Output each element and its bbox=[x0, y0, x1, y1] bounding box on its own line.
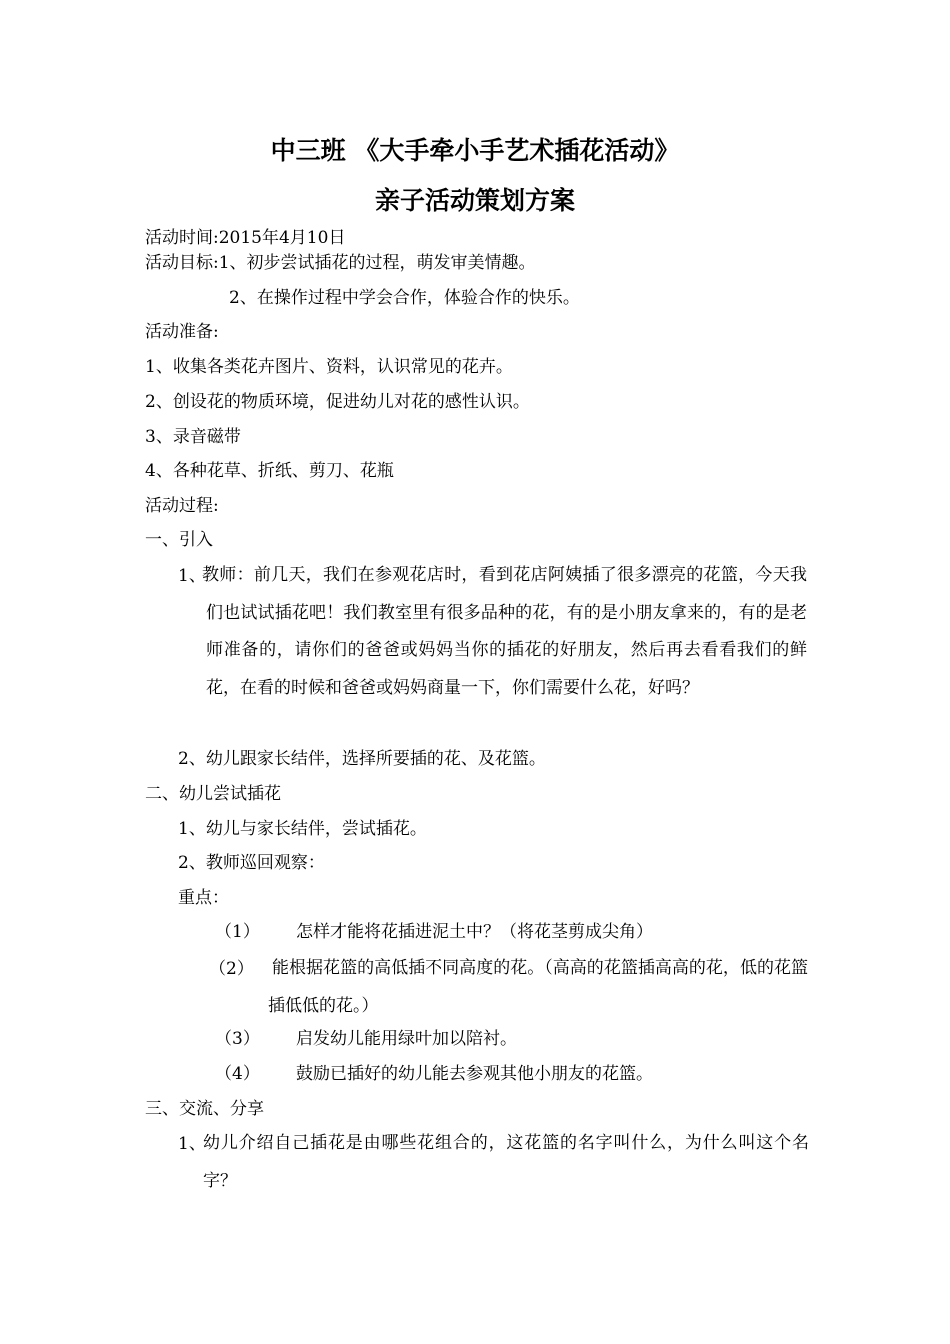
section-3-item-1-text: 幼儿介绍自己插花是由哪些花组合的，这花篮的名字叫什么，为什么叫这个名字？ bbox=[203, 1133, 809, 1191]
section-3-heading: 三、交流、分享 bbox=[145, 1099, 264, 1119]
focus-4-number: （4） bbox=[215, 1064, 260, 1084]
section-2-item-1: 1、幼儿与家长结伴，尝试插花。 bbox=[178, 819, 427, 839]
activity-goal-1: 活动目标:1、初步尝试插花的过程，萌发审美情趣。 bbox=[145, 253, 536, 273]
prep-item-2: 2、创设花的物质环境，促进幼儿对花的感性认识。 bbox=[145, 392, 530, 412]
focus-1-number: （1） bbox=[215, 922, 260, 942]
prep-heading: 活动准备: bbox=[145, 322, 219, 342]
prep-item-3: 3、录音磁带 bbox=[145, 427, 241, 447]
focus-3-number: （3） bbox=[215, 1029, 260, 1049]
document-subtitle: 亲子活动策划方案 bbox=[374, 186, 575, 215]
section-1-item-1-number: 1、 bbox=[178, 566, 206, 586]
section-1-item-2: 2、幼儿跟家长结伴，选择所要插的花、及花篮。 bbox=[178, 749, 546, 769]
focus-4-text: 鼓励已插好的幼儿能去参观其他小朋友的花篮。 bbox=[296, 1064, 653, 1084]
document-title: 中三班 《大手牵小手艺术插花活动》 bbox=[270, 136, 680, 165]
activity-goal-2: 2、在操作过程中学会合作，体验合作的快乐。 bbox=[229, 288, 580, 308]
prep-item-4: 4、各种花草、折纸、剪刀、花瓶 bbox=[145, 461, 394, 481]
section-1-item-1-text: 教师：前几天，我们在参观花店时，看到花店阿姨插了很多漂亮的花篮，今天我们也试试插花吧！我们教室里有很多品种的花，有的是小朋友拿来的，有的是老师准备的，请你们的爸爸或妈妈当你的插花的好朋友，然后再去看看我们的鲜花，在看的时候和爸爸或妈妈商量一下，你们需要什么花，好吗？ bbox=[202, 565, 807, 698]
focus-heading: 重点： bbox=[178, 888, 229, 908]
focus-3-text: 启发幼儿能用绿叶加以陪衬。 bbox=[296, 1029, 517, 1049]
section-2-heading: 二、幼儿尝试插花 bbox=[145, 784, 281, 804]
activity-time: 活动时间:2015年4月10日 bbox=[145, 228, 346, 248]
focus-2-number: （2） bbox=[209, 959, 254, 979]
process-heading: 活动过程: bbox=[145, 496, 219, 516]
section-3-item-1-number: 1、 bbox=[178, 1134, 206, 1154]
focus-1-text: 怎样才能将花插进泥土中？（将花茎剪成尖角） bbox=[296, 922, 653, 942]
focus-2-text: 能根据花篮的高低插不同高度的花。（高高的花篮插高高的花，低的花篮插低低的花。） bbox=[268, 958, 808, 1016]
prep-item-1: 1、收集各类花卉图片、资料，认识常见的花卉。 bbox=[145, 357, 513, 377]
section-2-item-2: 2、教师巡回观察： bbox=[178, 853, 325, 873]
section-1-heading: 一、引入 bbox=[145, 530, 213, 550]
